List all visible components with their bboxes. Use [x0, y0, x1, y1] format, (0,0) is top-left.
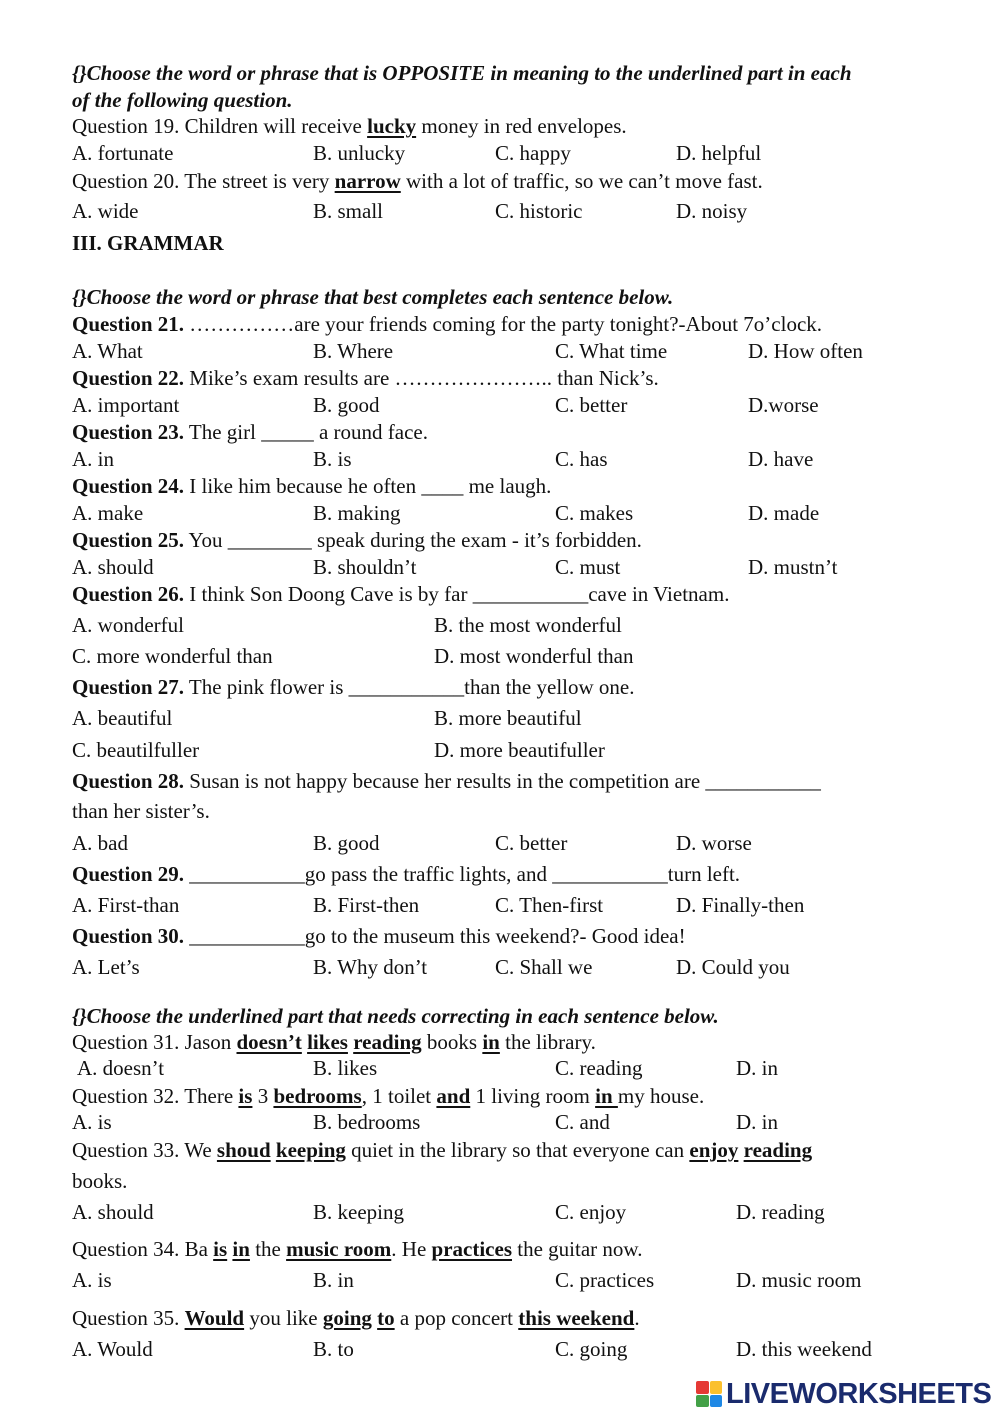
q32-option-a[interactable]: A. is — [72, 1110, 112, 1134]
q34-option-c[interactable]: C. practices — [555, 1268, 655, 1292]
logo-grid-icon — [696, 1381, 722, 1407]
q27-option-b[interactable]: B. more beautiful — [434, 706, 582, 730]
q22-option-d[interactable]: D.worse — [748, 393, 819, 417]
q34-option-a[interactable]: A. is — [72, 1268, 112, 1292]
question-28: Question 28. Susan is not happy because her results in the competition are ___________ — [72, 769, 821, 793]
question-33-cont: books. — [72, 1169, 128, 1193]
q19-option-a[interactable]: A. fortunate — [72, 141, 174, 165]
instruction-grammar: {}Choose the word or phrase that best completes each sentence below. — [72, 285, 674, 309]
q27-option-a[interactable]: A. beautiful — [72, 706, 173, 730]
question-27: Question 27. The pink flower is ___________than the yellow one. — [72, 675, 635, 699]
question-29: Question 29. ___________go pass the traffic lights, and ___________turn left. — [72, 862, 741, 886]
q30-option-a[interactable]: A. Let’s — [72, 955, 140, 979]
q30-option-b[interactable]: B. Why don’t — [313, 955, 428, 979]
q30-option-c[interactable]: C. Shall we — [495, 955, 593, 979]
q26-option-b[interactable]: B. the most wonderful — [434, 613, 622, 637]
q19-option-b[interactable]: B. unlucky — [313, 141, 406, 165]
q26-option-d[interactable]: D. most wonderful than — [434, 644, 634, 668]
question-31: Question 31. Jason doesn’t likes reading books in the library. — [72, 1030, 596, 1054]
question-34: Question 34. Ba is in the music room. He practices the guitar now. — [72, 1237, 643, 1261]
q28-option-a[interactable]: A. bad — [72, 831, 128, 855]
q24-option-a[interactable]: A. make — [72, 501, 144, 525]
q24-option-d[interactable]: D. made — [748, 501, 820, 525]
q20-option-a[interactable]: A. wide — [72, 199, 139, 223]
logo-square-1 — [696, 1381, 709, 1394]
q31-option-c[interactable]: C. reading — [555, 1056, 643, 1080]
q34-option-d[interactable]: D. music room — [736, 1268, 862, 1292]
q23-option-c[interactable]: C. has — [555, 447, 608, 471]
q28-option-c[interactable]: C. better — [495, 831, 568, 855]
q21-option-b[interactable]: B. Where — [313, 339, 394, 363]
q29-option-d[interactable]: D. Finally-then — [676, 893, 805, 917]
q23-option-b[interactable]: B. is — [313, 447, 352, 471]
q31-option-d[interactable]: D. in — [736, 1056, 778, 1080]
question-20: Question 20. The street is very narrow with a lot of traffic, so we can’t move fast. — [72, 169, 763, 193]
q21-option-a[interactable]: A. What — [72, 339, 143, 363]
q35-option-b[interactable]: B. to — [313, 1337, 354, 1361]
q31-option-b[interactable]: B. likes — [313, 1056, 378, 1080]
logo-square-2 — [710, 1381, 723, 1394]
q27-option-d[interactable]: D. more beautifuller — [434, 738, 605, 762]
q35-option-c[interactable]: C. going — [555, 1337, 628, 1361]
q25-option-a[interactable]: A. should — [72, 555, 154, 579]
q28-option-d[interactable]: D. worse — [676, 831, 752, 855]
q21-option-c[interactable]: C. What time — [555, 339, 668, 363]
q33-option-b[interactable]: B. keeping — [313, 1200, 404, 1224]
q32-option-d[interactable]: D. in — [736, 1110, 778, 1134]
instruction-correcting: {}Choose the underlined part that needs correcting in each sentence below. — [72, 1004, 719, 1028]
question-21: Question 21. ……………are your friends coming for the party tonight?-About 7o’clock. — [72, 312, 823, 336]
question-23: Question 23. The girl _____ a round face. — [72, 420, 428, 444]
q30-option-d[interactable]: D. Could you — [676, 955, 790, 979]
q33-option-c[interactable]: C. enjoy — [555, 1200, 627, 1224]
question-22: Question 22. Mike’s exam results are ………………….. than Nick’s. — [72, 366, 659, 390]
q33-option-a[interactable]: A. should — [72, 1200, 154, 1224]
q22-option-b[interactable]: B. good — [313, 393, 380, 417]
q22-option-a[interactable]: A. important — [72, 393, 180, 417]
logo-text: LIVEWORKSHEETS — [726, 1377, 992, 1410]
instruction-opposite-cont: of the following question. — [72, 88, 293, 112]
q23-option-d[interactable]: D. have — [748, 447, 814, 471]
q35-option-a[interactable]: A. Would — [72, 1337, 153, 1361]
q33-option-d[interactable]: D. reading — [736, 1200, 825, 1224]
question-25: Question 25. You ________ speak during the exam - it’s forbidden. — [72, 528, 642, 552]
q25-option-b[interactable]: B. shouldn’t — [313, 555, 417, 579]
q27-option-c[interactable]: C. beautilfuller — [72, 738, 200, 762]
question-28-cont: than her sister’s. — [72, 799, 210, 823]
q25-option-c[interactable]: C. must — [555, 555, 621, 579]
question-35: Question 35. Would you like going to a pop concert this weekend. — [72, 1306, 640, 1330]
liveworksheets-logo — [696, 1376, 991, 1412]
logo-square-4 — [710, 1395, 723, 1408]
question-19: Question 19. Children will receive lucky money in red envelopes. — [72, 114, 627, 138]
q25-option-d[interactable]: D. mustn’t — [748, 555, 838, 579]
q19-option-c[interactable]: C. happy — [495, 141, 571, 165]
q31-option-a[interactable]: A. doesn’t — [77, 1056, 165, 1080]
q22-option-c[interactable]: C. better — [555, 393, 628, 417]
q20-option-c[interactable]: C. historic — [495, 199, 583, 223]
question-33: Question 33. We shoud keeping quiet in the library so that everyone can enjoy reading — [72, 1138, 813, 1162]
question-32: Question 32. There is 3 bedrooms, 1 toilet and 1 living room in my house. — [72, 1084, 705, 1108]
q32-option-b[interactable]: B. bedrooms — [313, 1110, 421, 1134]
q21-option-d[interactable]: D. How often — [748, 339, 863, 363]
q23-option-a[interactable]: A. in — [72, 447, 114, 471]
q24-option-b[interactable]: B. making — [313, 501, 401, 525]
q29-option-b[interactable]: B. First-then — [313, 893, 420, 917]
instruction-opposite: {}Choose the word or phrase that is OPPOSITE in meaning to the underlined part in each — [72, 61, 852, 85]
q29-option-a[interactable]: A. First-than — [72, 893, 180, 917]
q20-option-d[interactable]: D. noisy — [676, 199, 748, 223]
q29-option-c[interactable]: C. Then-first — [495, 893, 604, 917]
question-24: Question 24. I like him because he often ____ me laugh. — [72, 474, 552, 498]
q34-option-b[interactable]: B. in — [313, 1268, 354, 1292]
q28-option-b[interactable]: B. good — [313, 831, 380, 855]
q35-option-d[interactable]: D. this weekend — [736, 1337, 872, 1361]
logo-square-3 — [696, 1395, 709, 1408]
q24-option-c[interactable]: C. makes — [555, 501, 634, 525]
q19-option-d[interactable]: D. helpful — [676, 141, 762, 165]
grammar-heading: III. GRAMMAR — [72, 231, 224, 255]
q20-option-b[interactable]: B. small — [313, 199, 384, 223]
question-30: Question 30. ___________go to the museum this weekend?- Good idea! — [72, 924, 686, 948]
question-26: Question 26. I think Son Doong Cave is by far ___________cave in Vietnam. — [72, 582, 730, 606]
q26-option-c[interactable]: C. more wonderful than — [72, 644, 273, 668]
q32-option-c[interactable]: C. and — [555, 1110, 610, 1134]
q26-option-a[interactable]: A. wonderful — [72, 613, 184, 637]
